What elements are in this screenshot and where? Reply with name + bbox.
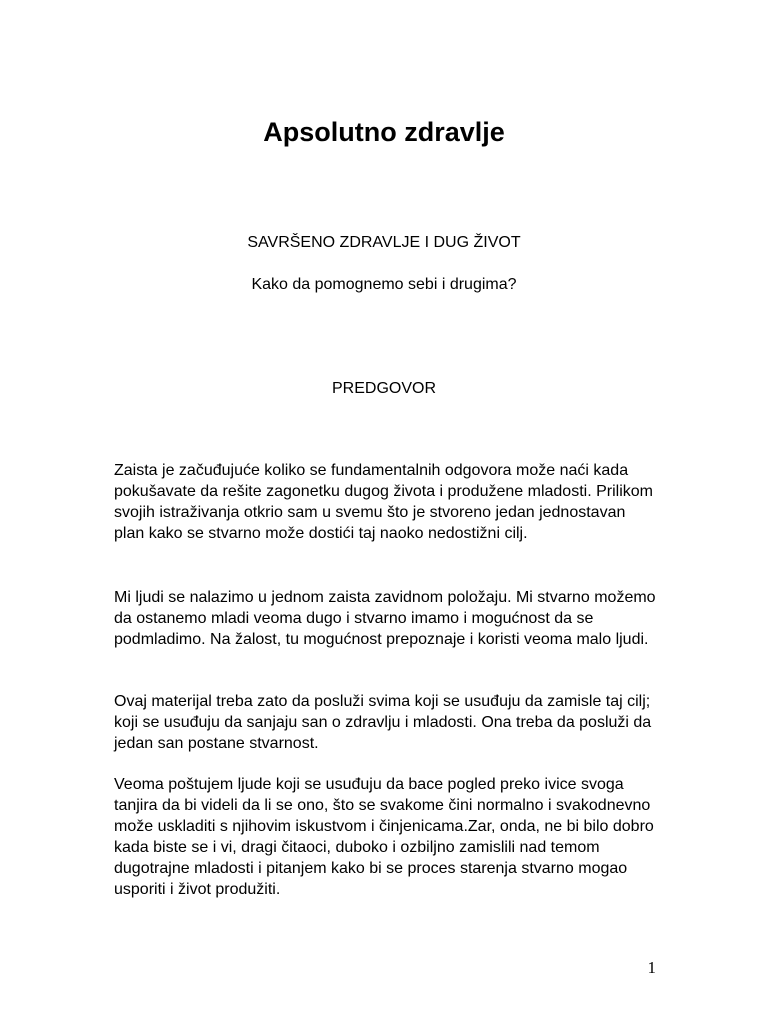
section-heading-preface: PREDGOVOR	[331, 380, 436, 397]
page-number: 1	[647, 958, 656, 977]
body-paragraph: Ovaj materijal treba zato da posluži svima koji se usuđuju da zamisle taj cilj; koji se usuđuju da sanjaju san o zdravlju i mladosti. Ona treba da posluži da jedan san postane stvarnost.	[114, 693, 652, 752]
document-title: Apsolutno zdravlje	[263, 117, 505, 147]
body-paragraph: Mi ljudi se nalazimo u jednom zaista zavidnom položaju. Mi stvarno možemo da ostanemo mladi veoma dugo i stvarno imamo i mogućnost da se podmladimo. Na žalost, tu mogućnost prepoznaje i koristi veoma malo ljudi.	[114, 589, 656, 648]
subtitle-main: SAVRŠENO ZDRAVLJE I DUG ŽIVOT	[247, 234, 521, 251]
subtitle-question: Kako da pomognemo sebi i drugima?	[251, 276, 517, 293]
body-paragraph: Zaista je začuđujuće koliko se fundamentalnih odgovora može naći kada pokušavate da rešite zagonetku dugog života i produžene mladosti. Prilikom svojih istraživanja otkrio sam u svemu što je stvoreno jedan jednostavan plan kako se stvarno može dostići taj naoko nedostižni cilj.	[114, 462, 653, 542]
body-paragraph: Veoma poštujem ljude koji se usuđuju da bace pogled preko ivice svoga tanjira da bi videli da li se ono, što se svakome čini normalno i svakodnevno može uskladiti s njihovim iskustvom i činjenicama.Zar, onda, ne bi bilo dobro kada biste se i vi, dragi čitaoci, duboko i ozbiljno zamislili nad temom dugotrajne mladosti i pitanjem kako bi se proces starenja stvarno mogao usporiti i život produžiti.	[114, 776, 654, 898]
